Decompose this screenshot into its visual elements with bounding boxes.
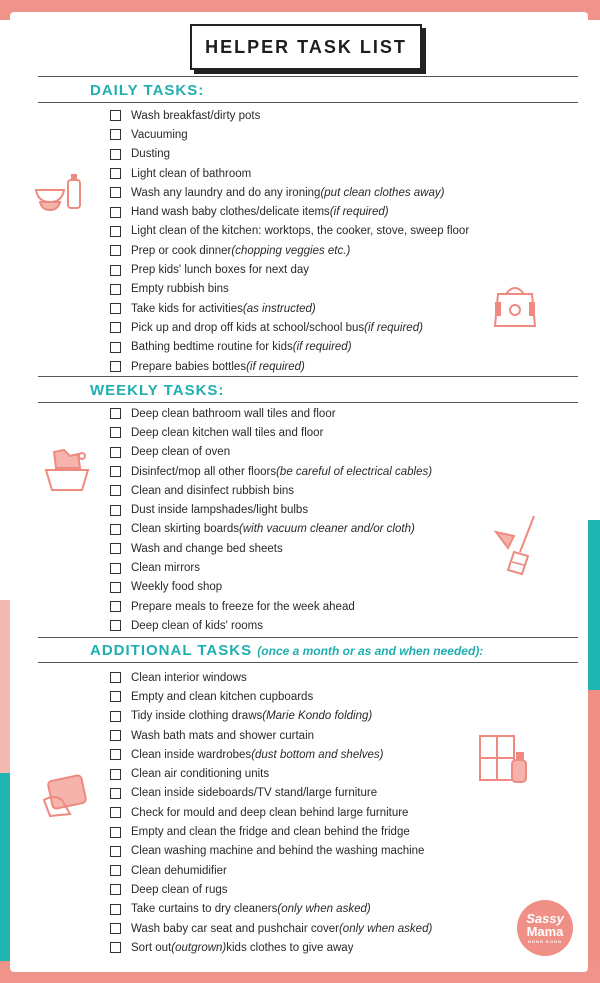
- task-note: (if required): [364, 321, 423, 334]
- task-label: Empty and clean kitchen cupboards: [131, 690, 314, 703]
- task-checkbox[interactable]: [110, 110, 121, 121]
- weekly-task-item: [110, 423, 432, 442]
- additional-task-item: [110, 784, 432, 803]
- daily-heading: DAILY TASKS:: [90, 82, 205, 99]
- baby-bag-icon: [490, 280, 540, 330]
- task-label: Empty and clean the fridge and clean behind the fridge: [131, 826, 410, 839]
- additional-task-item: [110, 668, 432, 687]
- task-checkbox[interactable]: [110, 245, 121, 256]
- task-label: Clean interior windows: [131, 671, 247, 684]
- task-checkbox[interactable]: [110, 524, 121, 535]
- task-label: Tidy inside clothing draws: [131, 710, 263, 723]
- window-spray-icon: [476, 732, 532, 792]
- laundry-basin-icon: [42, 446, 92, 494]
- task-note: (with vacuum cleaner and/or cloth): [239, 523, 415, 536]
- task-checkbox[interactable]: [110, 284, 121, 295]
- additional-task-item: [110, 745, 432, 764]
- task-label: Wash bath mats and shower curtain: [131, 729, 315, 742]
- divider: [38, 376, 578, 377]
- additional-heading: [90, 642, 483, 659]
- additional-task-item: [110, 880, 432, 899]
- task-label: Clean washing machine and behind the washing machine: [131, 845, 425, 858]
- daily-task-item: [110, 106, 469, 125]
- dishes-icon: [34, 172, 86, 214]
- task-checkbox[interactable]: [110, 427, 121, 438]
- task-checkbox[interactable]: [110, 447, 121, 458]
- additional-task-item: [110, 842, 432, 861]
- daily-task-list: [110, 106, 469, 376]
- task-checkbox[interactable]: [110, 342, 121, 353]
- task-checkbox[interactable]: [110, 129, 121, 140]
- daily-task-item: [110, 222, 469, 241]
- weekly-task-item: [110, 481, 432, 500]
- additional-task-item: [110, 938, 432, 957]
- task-label: Take kids for activities: [131, 302, 243, 315]
- additional-task-item: [110, 707, 432, 726]
- weekly-task-list: [110, 404, 432, 636]
- task-checkbox[interactable]: [110, 361, 121, 372]
- task-checkbox[interactable]: [110, 904, 121, 915]
- task-label: Dust inside lampshades/light bulbs: [131, 504, 309, 517]
- task-label: Light clean of the kitchen: worktops, the cooker, stove, sweep floor: [131, 225, 470, 238]
- task-checkbox[interactable]: [110, 207, 121, 218]
- page-title: HELPER TASK LIST: [190, 24, 422, 70]
- additional-task-item: [110, 919, 432, 938]
- weekly-task-item: [110, 558, 432, 577]
- task-label: Sort out: [131, 941, 172, 954]
- task-checkbox[interactable]: [110, 807, 121, 818]
- additional-task-item: [110, 726, 432, 745]
- task-label: Prep kids' lunch boxes for next day: [131, 264, 309, 277]
- daily-task-item: [110, 125, 469, 144]
- daily-task-item: [110, 299, 469, 318]
- additional-task-item: [110, 764, 432, 783]
- additional-heading-note: (once a month or as and when needed):: [257, 644, 484, 658]
- task-checkbox[interactable]: [110, 408, 121, 419]
- cleaning-cloth-icon: [40, 770, 92, 820]
- weekly-heading: WEEKLY TASKS:: [90, 382, 225, 399]
- task-note: (chopping veggies etc.): [231, 244, 351, 257]
- task-label: Clean inside sideboards/TV stand/large furniture: [131, 787, 378, 800]
- task-checkbox[interactable]: [110, 543, 121, 554]
- task-label: Deep clean kitchen wall tiles and floor: [131, 426, 324, 439]
- task-label: Clean and disinfect rubbish bins: [131, 484, 295, 497]
- task-checkbox[interactable]: [110, 788, 121, 799]
- task-label: Wash any laundry and do any ironing: [131, 186, 321, 199]
- daily-task-item: [110, 280, 469, 299]
- weekly-task-item: [110, 520, 432, 539]
- task-label: Clean skirting boards: [131, 523, 240, 536]
- task-checkbox[interactable]: [110, 923, 121, 934]
- task-note: (if required): [292, 341, 352, 354]
- task-checkbox[interactable]: [110, 769, 121, 780]
- task-label: Wash baby car seat and pushchair cover: [131, 922, 339, 935]
- task-checkbox[interactable]: [110, 942, 121, 953]
- task-checkbox[interactable]: [110, 620, 121, 631]
- task-label: Prep or cook dinner: [131, 244, 232, 257]
- task-label: Prepare babies bottles: [131, 360, 247, 373]
- task-note: (outgrown): [171, 941, 227, 954]
- task-label: Wash and change bed sheets: [131, 542, 283, 555]
- task-label: Disinfect/mop all other floors: [131, 465, 277, 478]
- weekly-task-item: [110, 462, 432, 481]
- task-note: (only when asked): [338, 922, 433, 935]
- task-label: Bathing bedtime routine for kids: [131, 341, 293, 354]
- task-label: Deep clean of rugs: [131, 883, 228, 896]
- task-checkbox[interactable]: [110, 563, 121, 574]
- task-label: Deep clean of oven: [131, 446, 231, 459]
- divider: [38, 76, 578, 77]
- weekly-task-item: [110, 404, 432, 423]
- task-note: (as instructed): [242, 302, 316, 315]
- task-checkbox[interactable]: [110, 749, 121, 760]
- daily-task-item: [110, 241, 469, 260]
- task-note: (Marie Kondo folding): [262, 710, 373, 723]
- task-checkbox[interactable]: [110, 505, 121, 516]
- daily-task-item: [110, 202, 469, 221]
- additional-heading-title: ADDITIONAL TASKS: [90, 642, 258, 659]
- task-note: (dust bottom and shelves): [251, 748, 384, 761]
- task-checkbox[interactable]: [110, 485, 121, 496]
- task-label: Check for mould and deep clean behind large furniture: [131, 806, 409, 819]
- additional-task-item: [110, 687, 432, 706]
- task-label: Light clean of bathroom: [131, 167, 252, 180]
- weekly-task-item: [110, 500, 432, 519]
- task-note: (if required): [246, 360, 305, 373]
- task-label: Clean dehumidifier: [131, 864, 227, 877]
- task-checkbox[interactable]: [110, 827, 121, 838]
- task-label: Deep clean bathroom wall tiles and floor: [131, 407, 336, 420]
- task-label: Empty rubbish bins: [131, 283, 229, 296]
- task-checkbox[interactable]: [110, 865, 121, 876]
- additional-task-list: [110, 668, 432, 957]
- task-checkbox[interactable]: [110, 691, 121, 702]
- task-note: (put clean clothes away): [320, 186, 445, 199]
- task-checkbox[interactable]: [110, 226, 121, 237]
- task-checkbox[interactable]: [110, 601, 121, 612]
- additional-task-item: [110, 900, 432, 919]
- task-label: Hand wash baby clothes/delicate items: [131, 206, 330, 219]
- task-label: Take curtains to dry cleaners: [131, 903, 278, 916]
- divider: [38, 662, 578, 663]
- weekly-task-item: [110, 443, 432, 462]
- task-note: (if required): [329, 206, 389, 219]
- task-note: (only when asked): [277, 903, 371, 916]
- sassy-mama-logo: Sassy Mama HONG KONG: [517, 900, 573, 956]
- task-label-end: kids clothes to give away: [226, 941, 354, 954]
- daily-task-item: [110, 164, 469, 183]
- task-checkbox[interactable]: [110, 303, 121, 314]
- task-checkbox[interactable]: [110, 582, 121, 593]
- daily-task-item: [110, 357, 469, 376]
- weekly-task-item: [110, 616, 432, 635]
- task-checkbox[interactable]: [110, 884, 121, 895]
- task-checkbox[interactable]: [110, 322, 121, 333]
- divider: [38, 102, 578, 103]
- task-label: Deep clean of kids' rooms: [131, 619, 263, 632]
- daily-task-item: [110, 338, 469, 357]
- divider: [38, 402, 578, 403]
- task-checkbox[interactable]: [110, 187, 121, 198]
- additional-task-item: [110, 803, 432, 822]
- task-label: Vacuuming: [131, 128, 188, 141]
- task-sheet: [10, 12, 588, 972]
- task-label: Dusting: [131, 148, 170, 161]
- daily-task-item: [110, 260, 469, 279]
- weekly-task-item: [110, 578, 432, 597]
- additional-task-item: [110, 861, 432, 880]
- daily-task-item: [110, 183, 469, 202]
- task-checkbox[interactable]: [110, 265, 121, 276]
- brush-dustpan-icon: [490, 512, 542, 578]
- task-label: Clean inside wardrobes: [131, 748, 252, 761]
- weekly-task-item: [110, 539, 432, 558]
- task-label: Clean air conditioning units: [131, 768, 270, 781]
- divider: [38, 637, 578, 638]
- task-checkbox[interactable]: [110, 149, 121, 160]
- task-label: Pick up and drop off kids at school/school bus: [131, 321, 365, 334]
- task-checkbox[interactable]: [110, 168, 121, 179]
- daily-task-item: [110, 318, 469, 337]
- task-checkbox[interactable]: [110, 672, 121, 683]
- task-label: Prepare meals to freeze for the week ahead: [131, 600, 355, 613]
- task-label: Clean mirrors: [131, 562, 201, 575]
- task-label: Wash breakfast/dirty pots: [131, 109, 261, 122]
- task-checkbox[interactable]: [110, 846, 121, 857]
- task-note: (be careful of electrical cables): [276, 465, 433, 478]
- task-checkbox[interactable]: [110, 466, 121, 477]
- task-checkbox[interactable]: [110, 711, 121, 722]
- task-label: Weekly food shop: [131, 581, 223, 594]
- daily-task-item: [110, 145, 469, 164]
- weekly-task-item: [110, 597, 432, 616]
- task-checkbox[interactable]: [110, 730, 121, 741]
- additional-task-item: [110, 822, 432, 841]
